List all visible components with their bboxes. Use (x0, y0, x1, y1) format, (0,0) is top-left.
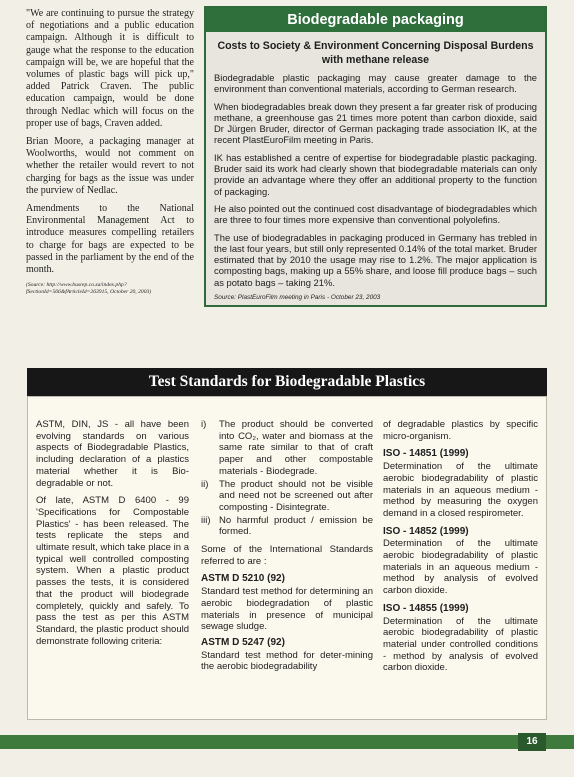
bio-box-subtitle: Costs to Society & Environment Concerning Disposal Burdens with methane release (217, 40, 534, 66)
standard-code: ASTM D 5247 (92) (201, 636, 285, 648)
ts-column-1 (36, 419, 189, 653)
criteria-item (201, 515, 373, 538)
bio-paragraph: IK has established a centre of expertise for biodegradable plastic packaging. Bruder said its work had clearly shown that biodegradable materials can only provide an advantage where they offer an additional property to the function of packaging. (214, 151, 537, 197)
standard-code: ISO - 14852 (1999) (383, 525, 469, 537)
article-paragraph: Brian Moore, a packaging manager at Woolworths, would not comment on whether the retailer would revert to not charging for bags as the issue was under the purview of Nedlac. (26, 136, 194, 196)
bio-paragraph: He also pointed out the continued cost disadvantage of biodegradables which are three to four times more expensive than conventional polyolefins. (214, 202, 537, 226)
biodegradable-packaging-box (204, 6, 547, 307)
criteria-text: The product should be converted into CO₂, water and biomass at the same rate similar to that of craft paper and other compostable materials - Biodegrade. (219, 419, 373, 477)
bio-box-title: Biodegradable packaging (206, 8, 545, 32)
criteria-text: The product should not be visible and need not be screened out after composting - Disintegrate. (219, 478, 373, 513)
page-number: 16 (518, 733, 546, 751)
standard-continued: of degradable plastics by specific micro-organism. (383, 419, 538, 442)
left-article-column (26, 8, 194, 296)
article-source: (Source: http://www.busrep.co.za/index.php?fSectionId=566&fArticleId=263915, October 20, 2003) (26, 282, 152, 296)
ts-column-2 (201, 419, 373, 677)
standard-description: Standard test method for determining an aerobic biodegradation of plastic materials in presence of municipal sewage sludge. (201, 586, 373, 633)
criteria-text: No harmful product / emission be formed. (219, 514, 373, 538)
bio-paragraph: The use of biodegradables in packaging produced in Germany has trebled in the last four years, but still only represented 0.14% of the total market. Bruder estimated that by 2010 the usage may rise to 1.2%. The major application is composting bags, making up a 55% share, and loose fill produce bags – such as potato bags – taking 21%. (214, 231, 537, 288)
bio-paragraph: When biodegradables break down they present a far greater risk of producing methane, a greenhouse gas 21 times more potent than carbon dioxide, said Dr Jürgen Bruder, director of German packaging trade association IK, at the recent PlastEuroFilm meeting in Paris. (214, 100, 537, 146)
article-paragraph: Amendments to the National Environmental Management Act to introduce measures compelling retailers to charge for bags are expected to be passed in the parliament by the end of the month. (26, 203, 194, 276)
criteria-number: iii) (201, 514, 211, 526)
standard-code: ISO - 14851 (1999) (383, 448, 469, 460)
bio-box-body (206, 72, 545, 302)
standard-code: ISO - 14855 (1999) (383, 602, 469, 614)
standards-intro: Some of the International Standards referred to are : (201, 544, 373, 567)
bio-paragraph: Biodegradable plastic packaging may cause greater damage to the environment than conventional materials, according to German research. (214, 72, 537, 95)
test-standards-panel (27, 396, 547, 720)
ts-paragraph: Of late, ASTM D 6400 - 99 'Specifications for Compostable Plastics' - has been released. The tests replicate the steps and ultimate result, which take place in a typical well controlled composting system. When a plastic product passes the tests, it is considered that the product will biodegrade completely, quickly and safely. To pass the test as per this ASTM Standard, the plastic product should demonstrate following criteria: (36, 495, 189, 647)
standard-description: Standard test method for deter-mining the aerobic biodegradability (201, 649, 373, 673)
ts-column-3 (383, 419, 538, 680)
criteria-item (201, 479, 373, 514)
article-paragraph: "We are continuing to pursue the strategy of negotiations and a public education campaign. Although it is difficult to gauge what the response to the education campaign will be, we are hopeful that the volumes of plastic bags will pick up," added Patrick Craven. The public education campaign, would be done through Nedlac which will focus on the proper use of bags, Craven added. (26, 8, 194, 129)
standard-code: ASTM D 5210 (92) (201, 573, 285, 585)
bio-source: Source: PlastEuroFilm meeting in Paris - October 23, 2003 (214, 294, 381, 302)
criteria-number: i) (201, 419, 207, 430)
test-standards-title: Test Standards for Biodegradable Plastics (27, 368, 547, 396)
criteria-item (201, 419, 373, 478)
standard-description: Determination of the ultimate aerobic biodegradability of plastic materials in an aqueous medium - method by analysis of evolved carbon dioxide. (383, 538, 538, 597)
standard-description: Determination of the ultimate aerobic biodegradability of plastic material under controlled conditions - method by analysis of evolved carbon dioxide. (383, 615, 538, 674)
criteria-list (201, 419, 373, 538)
criteria-number: ii) (201, 478, 209, 490)
footer-bar (0, 735, 574, 749)
ts-paragraph: ASTM, DIN, JS - all have been evolving standards on various aspects of Biodegradable Plastics, including declaration of a plastics material whether it is Bio-degradable or not. (36, 419, 189, 489)
standard-description: Determination of the ultimate aerobic biodegradability of plastic materials in an aqueous medium - method by measuring the oxygen demand in a closed respirometer. (383, 461, 538, 519)
